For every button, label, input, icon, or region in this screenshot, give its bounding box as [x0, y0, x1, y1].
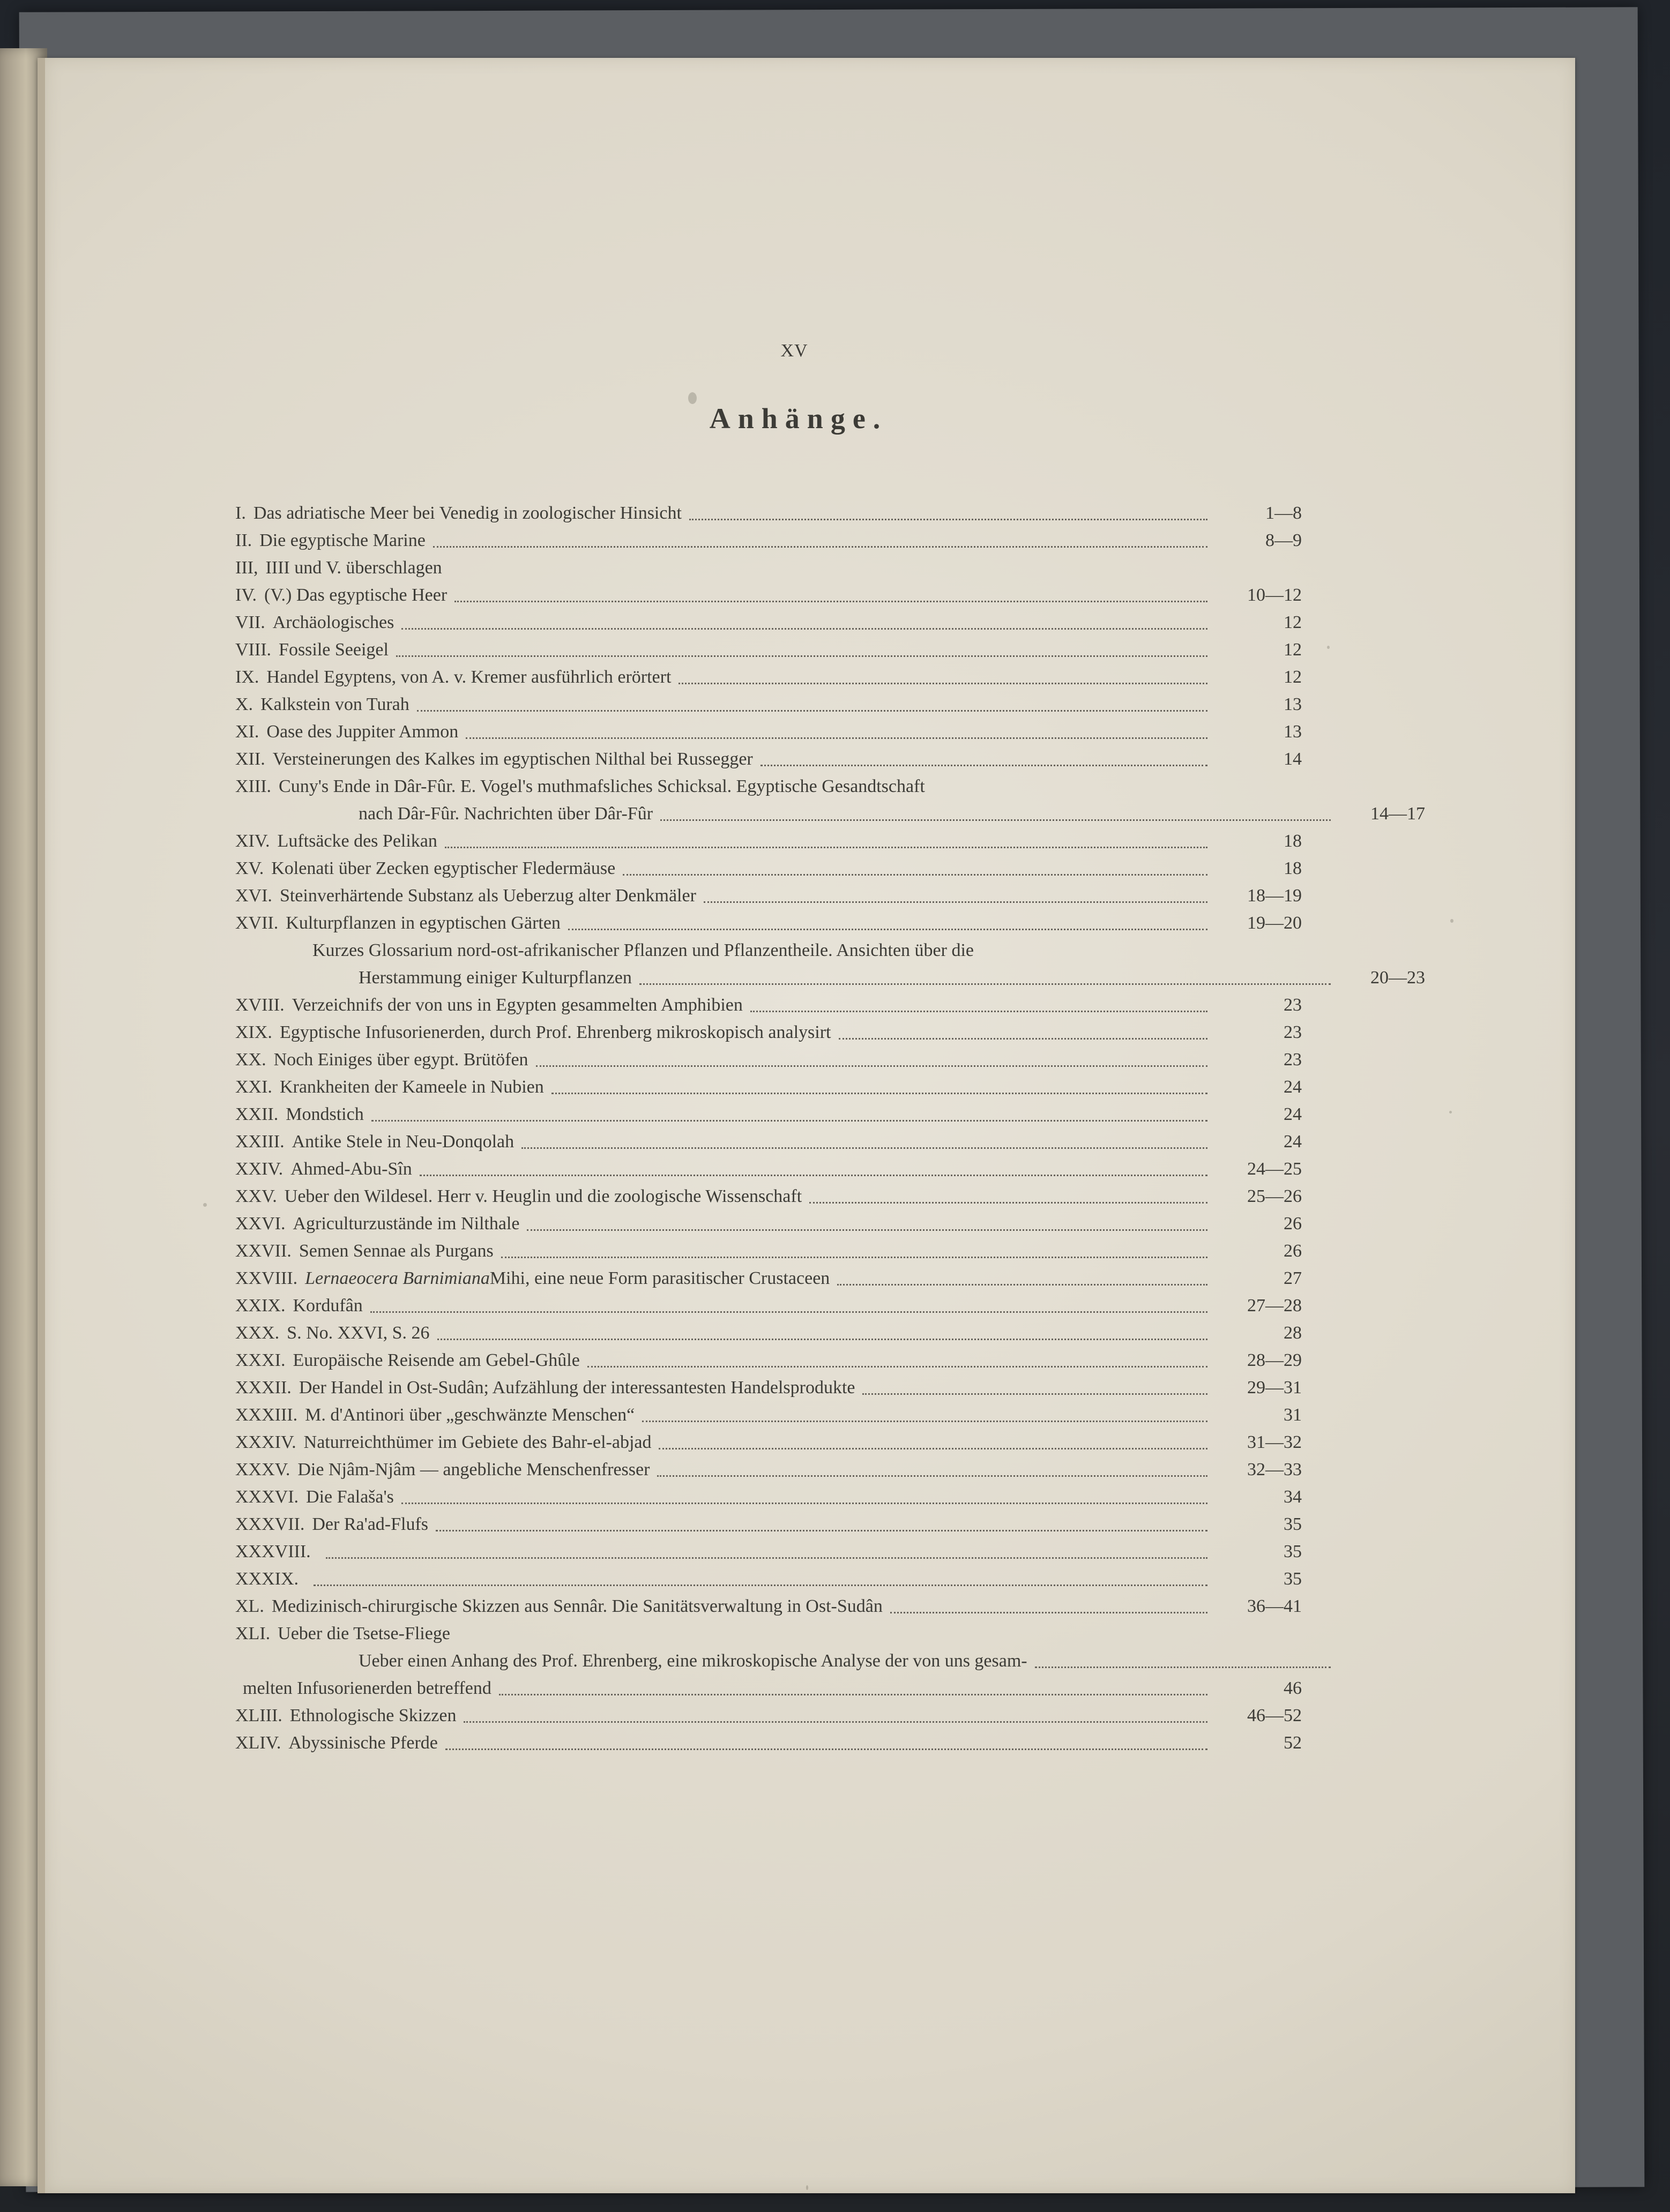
entry-page: 24	[1284, 1104, 1302, 1124]
dotted-leader	[437, 1338, 1207, 1340]
document-page	[38, 58, 1575, 2193]
table-of-contents	[235, 499, 1425, 1757]
entry-title: M. d'Antinori über „geschwänzte Menschen“	[305, 1405, 635, 1425]
toc-continuation	[235, 964, 1425, 991]
entry-title: S. No. XXVI, S. 26	[287, 1323, 430, 1343]
dotted-leader	[642, 1420, 1207, 1422]
entry-title: Kordufân	[293, 1296, 363, 1316]
entry-number: IV.	[235, 585, 257, 605]
entry-title: Die egyptische Marine	[259, 530, 426, 550]
toc-entry	[235, 1210, 1302, 1237]
toc-continuation	[235, 800, 1425, 827]
entry-page: 18	[1284, 858, 1302, 878]
entry-page: 36—41	[1247, 1596, 1302, 1616]
toc-entry	[235, 1483, 1302, 1511]
toc-entry	[235, 1019, 1302, 1046]
entry-title: melten Infusorienerden betreffend	[243, 1678, 491, 1698]
toc-entry	[235, 1675, 1302, 1702]
entry-title: Krankheiten der Kameele in Nubien	[279, 1077, 544, 1097]
entry-title: Ueber die Tsetse-Fliege	[278, 1624, 450, 1643]
dotted-leader	[521, 1147, 1207, 1149]
toc-entry	[235, 663, 1302, 691]
entry-title: Die Falaša's	[306, 1487, 394, 1507]
dotted-leader	[401, 1502, 1207, 1504]
entry-number: XXV.	[235, 1186, 277, 1206]
dotted-leader	[639, 983, 1331, 985]
dotted-leader	[623, 873, 1207, 876]
toc-entry	[235, 1128, 1302, 1155]
entry-title: Cuny's Ende in Dâr-Fûr. E. Vogel's muthmafsliches Schicksal. Egyptische Gesandtschaft	[279, 776, 925, 796]
toc-entry	[235, 691, 1302, 718]
toc-entry	[235, 581, 1302, 609]
entry-number: XI.	[235, 722, 259, 742]
entry-title: Kolenati über Zecken egyptischer Fledermäuse	[271, 858, 616, 878]
dotted-leader	[551, 1092, 1207, 1094]
dotted-leader	[1035, 1666, 1331, 1668]
entry-number: XX.	[235, 1050, 266, 1070]
entry-title: Archäologisches	[272, 612, 394, 632]
entry-number: II.	[235, 530, 252, 550]
dotted-leader	[417, 709, 1207, 712]
entry-page: 46	[1284, 1678, 1302, 1698]
entry-page: 34	[1284, 1487, 1302, 1507]
entry-number: XLIII.	[235, 1706, 282, 1725]
toc-entry	[235, 827, 1302, 855]
entry-page: 13	[1284, 694, 1302, 714]
dotted-leader	[466, 737, 1207, 739]
entry-number: XXIX.	[235, 1296, 286, 1316]
entry-number: XXIV.	[235, 1159, 284, 1179]
toc-entry	[235, 1183, 1302, 1210]
entry-title: Antike Stele in Neu-Donqolah	[292, 1132, 515, 1152]
toc-entry	[235, 1456, 1302, 1483]
entry-page: 14	[1284, 749, 1302, 769]
dotted-leader	[750, 1010, 1207, 1012]
entry-number: XXXVII.	[235, 1514, 305, 1534]
entry-number: XL.	[235, 1596, 264, 1616]
entry-number: XXIII.	[235, 1132, 285, 1152]
entry-page: 28	[1284, 1323, 1302, 1343]
entry-title: Europäische Reisende am Gebel-Ghûle	[293, 1350, 580, 1370]
entry-number: I.	[235, 503, 246, 523]
toc-entry	[235, 1073, 1302, 1101]
entry-number: XVII.	[235, 913, 279, 933]
entry-title: Kurzes Glossarium nord-ost-afrikanischer Pflanzen und Pflanzentheile. Ansichten über die	[312, 940, 974, 960]
entry-title: Ethnologische Skizzen	[289, 1706, 457, 1725]
entry-title: Semen Sennae als Purgans	[299, 1241, 494, 1261]
entry-title: Der Handel in Ost-Sudân; Aufzählung der interessantesten Handelsprodukte	[299, 1378, 855, 1398]
entry-page: 52	[1284, 1733, 1302, 1753]
toc-entry	[235, 1401, 1302, 1429]
dotted-leader	[436, 1529, 1207, 1531]
entry-page: 23	[1284, 1050, 1302, 1070]
dotted-leader	[862, 1393, 1207, 1395]
entry-page: 31—32	[1247, 1432, 1302, 1452]
entry-number: XII.	[235, 749, 265, 769]
entry-title: Das adriatische Meer bei Venedig in zoologischer Hinsicht	[253, 503, 682, 523]
entry-title: Abyssinische Pferde	[288, 1733, 438, 1753]
dotted-leader	[660, 819, 1331, 821]
entry-page: 12	[1284, 667, 1302, 687]
entry-number: XXVIII.	[235, 1268, 298, 1288]
entry-page: 23	[1284, 995, 1302, 1015]
entry-number: XIV.	[235, 831, 270, 851]
entry-number: XXXII.	[235, 1378, 292, 1398]
entry-number: XVIII.	[235, 995, 285, 1015]
entry-title: Kalkstein von Turah	[260, 694, 409, 714]
entry-page: 13	[1284, 722, 1302, 742]
entry-title: Oase des Juppiter Ammon	[266, 722, 459, 742]
dotted-leader	[314, 1584, 1207, 1586]
toc-entry	[235, 1565, 1302, 1593]
dotted-leader	[527, 1229, 1207, 1231]
dotted-leader	[536, 1065, 1207, 1067]
dotted-leader	[659, 1447, 1207, 1449]
entry-title: Naturreichthümer im Gebiete des Bahr-el-abjad	[303, 1432, 652, 1452]
entry-page: 26	[1284, 1241, 1302, 1261]
toc-entry	[235, 1620, 1302, 1647]
dotted-leader	[454, 600, 1207, 602]
dotted-leader	[371, 1119, 1207, 1122]
dotted-leader	[890, 1611, 1207, 1613]
entry-title: Noch Einiges über egypt. Brütöfen	[273, 1050, 528, 1070]
dotted-leader	[837, 1283, 1207, 1286]
toc-entry	[235, 1347, 1302, 1374]
toc-entry	[235, 499, 1302, 527]
entry-title: Ahmed-Abu-Sîn	[290, 1159, 412, 1179]
page-number: XV	[780, 341, 808, 361]
dotted-leader	[809, 1201, 1207, 1204]
entry-title: Ueber einen Anhang des Prof. Ehrenberg, eine mikroskopische Analyse der von uns gesam-	[359, 1651, 1027, 1671]
paper-speck	[1327, 646, 1330, 649]
entry-page: 27—28	[1247, 1296, 1302, 1316]
entry-page: 10—12	[1247, 585, 1302, 605]
entry-number: VII.	[235, 612, 265, 632]
toc-entry	[235, 1292, 1302, 1319]
entry-number: XXXI.	[235, 1350, 286, 1370]
entry-page: 35	[1284, 1514, 1302, 1534]
entry-page: 20—23	[1370, 968, 1425, 988]
entry-page: 23	[1284, 1022, 1302, 1042]
dotted-leader	[370, 1311, 1207, 1313]
toc-entry	[235, 1265, 1302, 1292]
toc-entry	[235, 1046, 1302, 1073]
dotted-leader	[679, 682, 1207, 684]
dotted-leader	[433, 545, 1207, 548]
entry-page: 46—52	[1247, 1706, 1302, 1725]
toc-entry	[235, 745, 1302, 773]
dotted-leader	[761, 764, 1207, 766]
dotted-leader	[326, 1557, 1207, 1559]
paper-speck	[1449, 1111, 1452, 1114]
entry-page: 12	[1284, 612, 1302, 632]
dotted-leader	[464, 1721, 1207, 1723]
entry-title: Ueber den Wildesel. Herr v. Heuglin und die zoologische Wissenschaft	[284, 1186, 802, 1206]
entry-title: Mondstich	[286, 1104, 364, 1124]
toc-subentry	[235, 937, 1379, 964]
entry-page: 26	[1284, 1214, 1302, 1234]
entry-number: XXII.	[235, 1104, 279, 1124]
entry-number: XXXIV.	[235, 1432, 296, 1452]
entry-title: (V.) Das egyptische Heer	[264, 585, 448, 605]
entry-page: 31	[1284, 1405, 1302, 1425]
dotted-leader	[568, 928, 1207, 930]
entry-number: XXXVI.	[235, 1487, 299, 1507]
paper-speck	[1450, 919, 1453, 923]
entry-number: XVI.	[235, 886, 272, 906]
entry-page: 18—19	[1247, 886, 1302, 906]
toc-entry	[235, 718, 1302, 745]
toc-entry	[235, 1155, 1302, 1183]
entry-page: 28—29	[1247, 1350, 1302, 1370]
entry-number: X.	[235, 694, 254, 714]
toc-entry	[235, 609, 1302, 636]
entry-number: XXI.	[235, 1077, 272, 1097]
entry-page: 35	[1284, 1542, 1302, 1561]
entry-page: 18	[1284, 831, 1302, 851]
dotted-leader	[704, 901, 1207, 903]
entry-page: 1—8	[1265, 503, 1302, 523]
toc-entry	[235, 1101, 1302, 1128]
entry-page: 24	[1284, 1077, 1302, 1097]
dotted-leader	[420, 1174, 1207, 1176]
entry-title: Verzeichnifs der von uns in Egypten gesammelten Amphibien	[292, 995, 743, 1015]
entry-number: XLIV.	[235, 1733, 281, 1753]
entry-title: Agriculturzustände im Nilthale	[293, 1214, 520, 1234]
entry-number: XIII.	[235, 776, 272, 796]
entry-title: Handel Egyptens, von A. v. Kremer ausführlich erörtert	[266, 667, 672, 687]
entry-number: XXVII.	[235, 1241, 292, 1261]
entry-number: VIII.	[235, 640, 272, 660]
toc-entry	[235, 882, 1302, 909]
entry-title: nach Dâr-Fûr. Nachrichten über Dâr-Fûr	[359, 804, 653, 824]
toc-entry	[235, 1319, 1302, 1347]
entry-number: XLI.	[235, 1624, 271, 1643]
toc-entry	[235, 1729, 1302, 1757]
entry-number: XXXIX.	[235, 1569, 299, 1589]
toc-entry	[235, 1702, 1302, 1729]
toc-entry	[235, 1374, 1302, 1401]
entry-number: XXVI.	[235, 1214, 286, 1234]
toc-entry	[235, 636, 1302, 663]
entry-page: 35	[1284, 1569, 1302, 1589]
entry-number: IX.	[235, 667, 259, 687]
paper-speck	[806, 2185, 808, 2190]
entry-page: 19—20	[1247, 913, 1302, 933]
entry-title: Versteinerungen des Kalkes im egyptischen Nilthal bei Russegger	[272, 749, 753, 769]
dotted-leader	[587, 1365, 1207, 1367]
entry-title: Herstammung einiger Kulturpflanzen	[359, 968, 632, 988]
toc-entry	[235, 1429, 1302, 1456]
entry-title: Die Njâm-Njâm — angebliche Menschenfresser	[297, 1460, 650, 1479]
dotted-leader	[445, 1748, 1207, 1750]
entry-title: Egyptische Infusorienerden, durch Prof. Ehrenberg mikroskopisch analysirt	[279, 1022, 831, 1042]
dotted-leader	[396, 655, 1207, 657]
entry-number: XXXIII.	[235, 1405, 298, 1425]
entry-title: Kulturpflanzen in egyptischen Gärten	[286, 913, 561, 933]
toc-entry	[235, 554, 1302, 581]
entry-number: XXXV.	[235, 1460, 290, 1479]
entry-number: XXX.	[235, 1323, 280, 1343]
entry-page: 29—31	[1247, 1378, 1302, 1398]
toc-entry	[235, 1593, 1302, 1620]
toc-entry	[235, 909, 1302, 937]
entry-title: Medizinisch-chirurgische Skizzen aus Sennâr. Die Sanitätsverwaltung in Ost-Sudân	[271, 1596, 883, 1616]
entry-title: Der Ra'ad-Flufs	[312, 1514, 429, 1534]
dotted-leader	[689, 518, 1207, 520]
entry-number: III,	[235, 558, 258, 578]
entry-page: 8—9	[1265, 530, 1302, 550]
entry-page: 14—17	[1370, 804, 1425, 824]
paper-speck	[203, 1203, 207, 1207]
entry-page: 32—33	[1247, 1460, 1302, 1479]
entry-page: 12	[1284, 640, 1302, 660]
dotted-leader	[501, 1256, 1207, 1258]
toc-entry	[235, 991, 1302, 1019]
entry-page: 25—26	[1247, 1186, 1302, 1206]
entry-page: 24	[1284, 1132, 1302, 1152]
entry-number: XV.	[235, 858, 264, 878]
toc-entry	[235, 773, 1302, 800]
dotted-leader	[445, 846, 1207, 848]
entry-number: XIX.	[235, 1022, 272, 1042]
entry-page: 27	[1284, 1268, 1302, 1288]
toc-continuation	[235, 1647, 1425, 1675]
toc-entry	[235, 855, 1302, 882]
dotted-leader	[657, 1475, 1207, 1477]
entry-title-italic: Lernaeocera Barnimiana	[305, 1268, 490, 1288]
toc-entry	[235, 1538, 1302, 1565]
toc-entry	[235, 527, 1302, 554]
dotted-leader	[401, 627, 1207, 630]
entry-title: Luftsäcke des Pelikan	[277, 831, 437, 851]
entry-title: IIII und V. überschlagen	[265, 558, 442, 578]
entry-title: Fossile Seeigel	[279, 640, 389, 660]
entry-title: Steinverhärtende Substanz als Ueberzug alter Denkmäler	[279, 886, 696, 906]
entry-page: 24—25	[1247, 1159, 1302, 1179]
section-title: Anhänge.	[709, 402, 888, 435]
dotted-leader	[499, 1693, 1207, 1695]
entry-title-after: Mihi, eine neue Form parasitischer Crustaceen	[489, 1268, 830, 1288]
dotted-leader	[839, 1037, 1208, 1040]
entry-number: XXXVIII.	[235, 1542, 311, 1561]
toc-entry	[235, 1511, 1302, 1538]
toc-entry	[235, 1237, 1302, 1265]
